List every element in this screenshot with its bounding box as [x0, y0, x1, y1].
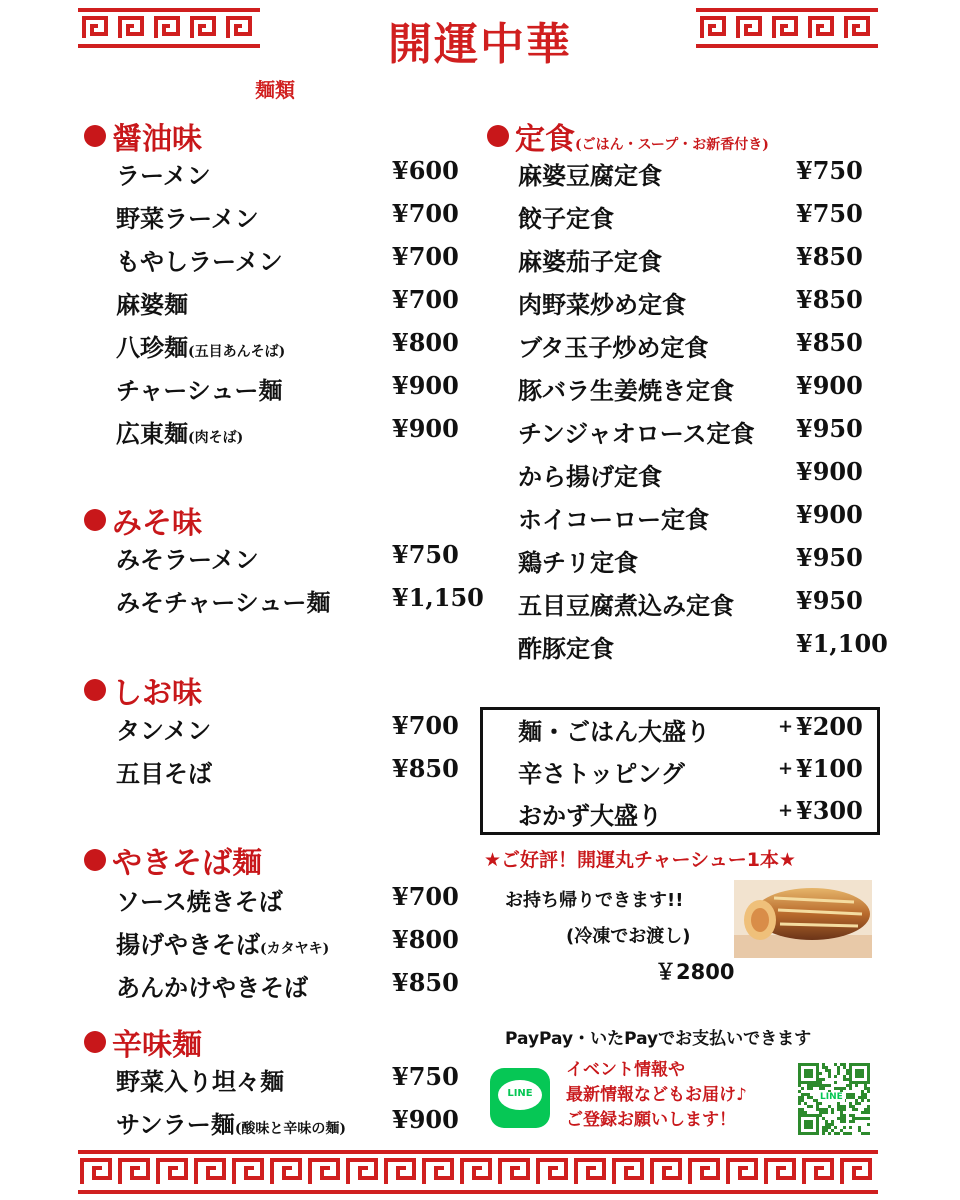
menu-item-price: ¥950 — [796, 414, 863, 443]
menu-item-name: 餃子定食 — [518, 204, 614, 233]
menu-item-price: ¥700 — [392, 199, 459, 228]
menu-item-plus: + — [778, 716, 794, 737]
menu-item — [116, 156, 466, 199]
menu-item — [116, 285, 466, 328]
bullet-icon — [84, 125, 106, 147]
menu-item-price: ¥850 — [796, 242, 863, 271]
menu-item-name: サンラー麺 — [116, 1110, 235, 1139]
menu-item-note: (カタヤキ) — [260, 941, 330, 957]
menu-item-price: ¥850 — [796, 328, 863, 357]
menu-item-price: ¥900 — [796, 371, 863, 400]
menu-item — [518, 199, 870, 242]
menu-item-name: 麻婆茄子定食 — [518, 247, 662, 276]
spicy-list — [116, 1062, 466, 1148]
menu-item-price: ¥750 — [392, 540, 459, 569]
menu-item-name: みそラーメン — [116, 545, 259, 574]
menu-item — [518, 754, 863, 796]
bullet-icon — [84, 509, 106, 531]
menu-item-note: (五目あんそば) — [188, 344, 286, 360]
extras-list — [518, 712, 863, 838]
menu-item-price: ¥100 — [796, 754, 863, 783]
menu-item-price: ¥750 — [796, 199, 863, 228]
menu-item-name: 肉野菜炒め定食 — [518, 290, 686, 319]
promo-headline: ★ご好評！開運丸チャーシュー1本★ — [484, 849, 796, 871]
menu-item — [518, 414, 870, 457]
menu-item-plus: + — [778, 800, 794, 821]
line-message-3: ご登録お願いします！ — [566, 1110, 736, 1130]
menu-item — [116, 882, 466, 925]
menu-item-name: 辛さトッピング — [518, 759, 685, 788]
promo-takeout: お持ち帰りできます!! — [505, 890, 684, 911]
menu-item — [116, 583, 484, 626]
menu-item — [518, 371, 870, 414]
line-message-1: イベント情報や — [566, 1060, 685, 1080]
bullet-icon — [84, 1031, 106, 1053]
line-message — [566, 1058, 747, 1133]
menu-item — [518, 629, 888, 672]
menu-item-price: ¥900 — [796, 500, 863, 529]
menu-item — [518, 796, 863, 838]
menu-item-price: ¥900 — [796, 457, 863, 486]
section-teishoku-heading: 定食 — [515, 122, 575, 157]
menu-item — [116, 711, 466, 754]
menu-item-name: 八珍麺 — [116, 333, 188, 362]
menu-item-price: ¥900 — [392, 371, 459, 400]
menu-item-price: ¥850 — [392, 754, 459, 783]
menu-item-name: おかず大盛り — [518, 801, 662, 830]
menu-item — [518, 328, 870, 371]
soy-list — [116, 156, 466, 457]
menu-item-price: ¥850 — [796, 285, 863, 314]
menu-item-price: ¥700 — [392, 285, 459, 314]
menu-item — [116, 1062, 466, 1105]
menu-item-price: ¥900 — [392, 414, 459, 443]
menu-item-name: 酢豚定食 — [518, 634, 614, 663]
menu-item-price: ¥950 — [796, 586, 863, 615]
menu-item-price: ¥700 — [392, 242, 459, 271]
line-message-2: 最新情報などもお届け♪ — [566, 1085, 747, 1105]
section-teishoku — [487, 114, 769, 158]
menu-item-name: ラーメン — [116, 161, 211, 190]
section-shio — [84, 668, 202, 712]
menu-item-name: 麻婆豆腐定食 — [518, 161, 662, 190]
teishoku-note: (ごはん・スープ・お新香付き) — [575, 137, 769, 153]
menu-item-name: 広東麺 — [116, 419, 188, 448]
menu-item — [116, 328, 466, 371]
menu-item-name: タンメン — [116, 716, 212, 745]
menu-item-price: ¥1,150 — [392, 583, 484, 612]
menu-item-price: ¥750 — [392, 1062, 459, 1091]
menu-item — [116, 371, 466, 414]
section-miso — [84, 498, 202, 542]
menu-item-price: ¥850 — [392, 968, 459, 997]
menu-item — [518, 156, 870, 199]
menu-item-name: 麺・ごはん大盛り — [518, 717, 710, 746]
line-icon-label: LINE — [507, 1088, 533, 1099]
payment-note: PayPay・いたPayでお支払いできます — [505, 1029, 812, 1049]
menu-item — [116, 540, 466, 583]
menu-item-name: 麻婆麺 — [116, 290, 188, 319]
menu-item-note: (肉そば) — [188, 430, 244, 446]
section-spicy-heading: 辛味麺 — [112, 1028, 202, 1063]
shio-list — [116, 711, 466, 797]
menu-item-price: ¥800 — [392, 925, 459, 954]
menu-item-price: ¥900 — [392, 1105, 459, 1134]
menu-item-name: チンジャオロース定食 — [518, 419, 755, 448]
menu-item-price: ¥750 — [796, 156, 863, 185]
menu-item-name: 野菜ラーメン — [116, 204, 259, 233]
menu-item-name: もやしラーメン — [116, 247, 283, 276]
bullet-icon — [84, 679, 106, 701]
qr-label: LINE — [820, 1092, 843, 1102]
menu-item — [518, 285, 870, 328]
section-yakisoba — [84, 838, 262, 882]
bottom-fret-border — [78, 1150, 878, 1194]
menu-item — [116, 1105, 466, 1148]
menu-item-note: (酸味と辛味の麺) — [234, 1121, 347, 1137]
menu-item — [116, 925, 466, 968]
menu-item-name: ソース焼きそば — [116, 887, 283, 916]
menu-item — [116, 242, 466, 285]
menu-item-price: ¥700 — [392, 711, 459, 740]
menu-item-name: 鶏チリ定食 — [518, 548, 638, 577]
yakisoba-list — [116, 882, 466, 1011]
menu-item-name: 五目そば — [116, 759, 212, 788]
menu-item-name: 豚バラ生姜焼き定食 — [518, 376, 734, 405]
menu-item-price: ¥300 — [796, 796, 863, 825]
miso-list — [116, 540, 484, 626]
chashu-photo — [734, 880, 872, 958]
promo-price: ￥2800 — [655, 960, 735, 984]
menu-item-plus: + — [778, 758, 794, 779]
promo-frozen: (冷凍でお渡し) — [566, 926, 691, 947]
menu-item-price: ¥700 — [392, 882, 459, 911]
menu-item-name: あんかけやきそば — [116, 973, 308, 1002]
section-spicy — [84, 1020, 202, 1064]
bullet-icon — [487, 125, 509, 147]
bullet-icon — [84, 849, 106, 871]
menu-item — [518, 586, 870, 629]
menu-item-name: 五目豆腐煮込み定食 — [518, 591, 734, 620]
page-title: 開運中華 — [388, 19, 572, 70]
section-yakisoba-heading: やきそば麺 — [112, 846, 262, 881]
menu-item — [518, 543, 870, 586]
menu-item-name: チャーシュー麺 — [116, 376, 283, 405]
line-app-icon[interactable] — [490, 1068, 550, 1128]
menu-item-name: ブタ玉子炒め定食 — [518, 333, 709, 362]
menu-item — [518, 242, 870, 285]
menu-item — [116, 968, 466, 1011]
menu-item — [518, 500, 870, 543]
menu-item — [116, 199, 466, 242]
teishoku-list — [518, 156, 888, 672]
section-soy-heading: 醤油味 — [112, 122, 202, 157]
menu-item-price: ¥600 — [392, 156, 459, 185]
menu-item-price: ¥800 — [392, 328, 459, 357]
menu-item-price: ¥950 — [796, 543, 863, 572]
category-label: 麺類 — [255, 78, 295, 102]
menu-item — [116, 754, 466, 797]
section-miso-heading: みそ味 — [112, 506, 202, 541]
menu-item-name: みそチャーシュー麺 — [116, 588, 331, 617]
section-shio-heading: しお味 — [112, 676, 202, 711]
menu-item-name: から揚げ定食 — [518, 462, 662, 491]
menu-item-price: ¥200 — [796, 712, 863, 741]
menu-item — [116, 414, 466, 457]
menu-item — [518, 712, 863, 754]
menu-item-name: ホイコーロー定食 — [518, 505, 710, 534]
menu-item-price: ¥1,100 — [796, 629, 888, 658]
menu-item-name: 揚げやきそば — [116, 930, 260, 959]
section-soy — [84, 114, 202, 158]
menu-item-name: 野菜入り坦々麺 — [116, 1067, 284, 1096]
menu-item — [518, 457, 870, 500]
